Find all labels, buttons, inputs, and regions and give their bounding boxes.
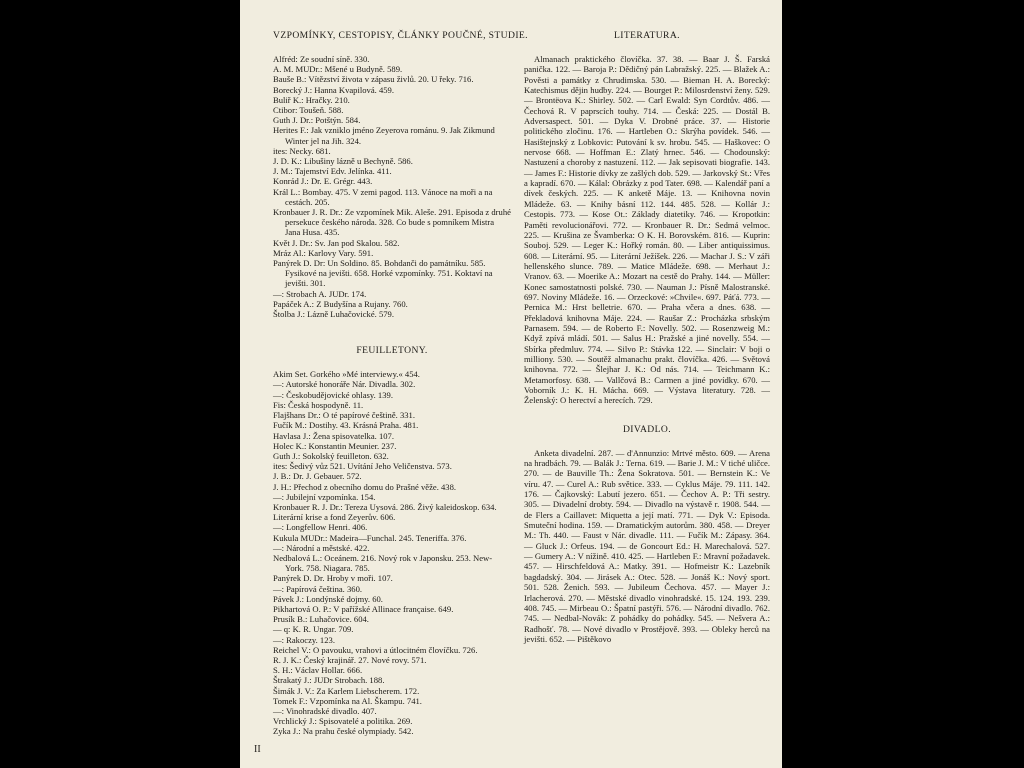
index-entry: Štrakatý J.: JUDr Strobach. 188. bbox=[273, 675, 385, 686]
index-entry: Panýrek D. Dr: Un Soldino. 85. Bohdanči do památníku. 585. Fysikové na jevišti. 658. Horké vzpomínky. 751. Koktaví na jevišti. 301. bbox=[273, 258, 493, 289]
index-entry: Akim Set. Gorkého »Mé interviewy.« 454. bbox=[273, 369, 420, 380]
index-entry: Borecký J.: Hanna Kvapilová. 459. bbox=[273, 84, 395, 95]
index-entry: Panýrek D. Dr. Hroby v moři. 107. bbox=[273, 573, 393, 584]
index-entry: Havlasa J.: Žena spisovatelka. 107. bbox=[273, 430, 394, 441]
index-entry: Reichel V.: O pavouku, vrahovi a útlocitném človíčku. 726. bbox=[273, 644, 478, 655]
index-entry: Ctibor: Toušeň. 588. bbox=[273, 105, 344, 116]
index-entry: —: Autorské honoráře Nár. Divadla. 302. bbox=[273, 379, 416, 390]
section-gap bbox=[524, 406, 770, 424]
index-entry: Kukula MUDr.: Madeira—Funchal. 245. Teneriffa. 376. bbox=[273, 532, 467, 543]
index-entry: Štolba J.: Lázně Luhačovické. 579. bbox=[273, 309, 394, 320]
left-column bbox=[273, 30, 528, 737]
index-entry: J. B.: Dr. J. Gebauer. 572. bbox=[273, 471, 362, 482]
index-entry: —: Rakoczy. 123. bbox=[273, 634, 335, 645]
index-entry: —: Longfellow Henri. 406. bbox=[273, 522, 368, 533]
index-entry: Pikhartová O. P.: V pařížské Allinace française. 649. bbox=[273, 603, 454, 614]
index-entry: ites: Necky. 681. bbox=[273, 145, 331, 156]
index-entry: —: Strobach A. JUDr. 174. bbox=[273, 288, 367, 299]
index-entry: — q: K. R. Ungar. 709. bbox=[273, 624, 354, 635]
index-page bbox=[240, 0, 782, 768]
page-number: II bbox=[254, 744, 261, 755]
section-heading-feuilletons: FEUILLETONY. bbox=[356, 345, 428, 357]
index-entry: —: Národní a městské. 422. bbox=[273, 542, 370, 553]
index-entry: Kronbauer R. J. Dr.: Tereza Uysová. 286. Živý kaleidoskop. 634. bbox=[273, 501, 497, 512]
index-entry: Alfréd: Ze soudní síně. 330. bbox=[273, 54, 370, 64]
index-entry: J. D. K.: Libušiny lázně u Bechyně. 586. bbox=[273, 156, 413, 167]
index-entry: Guth J. Dr.: Potštýn. 584. bbox=[273, 115, 361, 126]
index-entry: —: Papírová čeština. 360. bbox=[273, 583, 363, 594]
index-entry: —: Českobudějovické ohlasy. 139. bbox=[273, 389, 393, 400]
index-entry: Pávek J.: Londýnské dojmy. 60. bbox=[273, 593, 383, 604]
index-entry: —: Vinohradské divadlo. 407. bbox=[273, 705, 377, 716]
index-entry: Holec K.: Konstantin Meunier. 237. bbox=[273, 440, 397, 451]
index-entry: Guth J.: Sokolský feuilleton. 632. bbox=[273, 450, 389, 461]
index-entry: —: Jubilejní vzpomínka. 154. bbox=[273, 491, 376, 502]
index-entry: Nedbalová L.: Oceánem. 216. Nový rok v Japonsku. 253. New-York. 758. Niagara. 785. bbox=[273, 552, 493, 574]
index-entry: S. H.: Václav Hollar. 666. bbox=[273, 665, 363, 676]
index-entry: Fis: Česká hospodyně. 11. bbox=[273, 399, 364, 410]
index-entry: Bauše B.: Vítězství života v zápasu živlů. 20. U řeky. 716. bbox=[273, 74, 474, 85]
index-entry: Vrchlický J.: Spisovatelé a politika. 269. bbox=[273, 716, 413, 727]
index-entry: Papáček A.: Z Budyšína a Rujany. 760. bbox=[273, 298, 408, 309]
index-entry: Mráz Al.: Karlovy Vary. 591. bbox=[273, 247, 374, 258]
index-entry: Buliř K.: Hračky. 210. bbox=[273, 94, 350, 105]
section-gap bbox=[273, 319, 511, 345]
index-entry: R. J. K.: Český krajinář. 27. Nové rovy. 571. bbox=[273, 654, 427, 665]
index-entry: Literární krise a fond Zeyerův. 606. bbox=[273, 512, 396, 523]
index-entry: Šimák J. V.: Za Karlem Liebscherem. 172. bbox=[273, 685, 420, 696]
index-entry: Prusík B.: Luhačovice. 604. bbox=[273, 614, 369, 625]
memoirs-entry-list bbox=[273, 54, 511, 319]
index-entry: J. H.: Přechod z obecního domu do Prašné věže. 438. bbox=[273, 481, 457, 492]
index-entry: Kronbauer J. R. Dr.: Ze vzpomínek Mik. Aleše. 291. Episoda z druhé persekuce českého národa. 328. Co bude s pomníkem Mistra Jana Husa. 435. bbox=[273, 207, 511, 238]
index-entry: Král L.: Bombay. 475. V zemi pagod. 113. Vánoce na moři a na cestách. 205. bbox=[273, 186, 493, 207]
theatre-index-paragraph: Anketa divadelní. 287. — d'Annunzio: Mrtvé město. 609. — Arena na hradbách. 79. — Balák J.: Terna. 619. — Barie J. M.: V tiché uličce. 270. — de Bauville Th.: Žena Sokratova. 501. — Bernstein K.: Ve víru. 47. — Curel A.: Rub světice. 333. — Cyklus Máje. 79. 111. 142. 176. — Čajkovský: Labutí jezero. 651. — Čechov A. P.: Tři sestry. 305. — Divadelní drobty. 594. — Divadlo na výstavě r. 1908. 544. — de Flers a Caillavet: Miquetta a její matí. 771. — Dyk V.: Episoda. Smuteční hodina. 159. — Dramatickým autorům. 380. 458. — Dreyer M.: Th. 440. — Faust v Nár. divadle. 111. — Fučík M.: Zápasy. 364. — Gluck J.: Orfeus. 194. — de Goncourt Ed.: H. Marechalová. 527. — Gumery A.: V nížině. 410. 425. — Hartleben F.: Mravní požadavek. 457. — Hirschfeldová A.: Matky. 391. — Hofmeistr K.: Lazebník bagdadský. 304. — Jirásek A.: Otec. 528. — Jonáš K.: Nový sport. 501. 528. Ženich. 593. — Jubileum Čechova. 457. — Mayer J.: Irlacherová. 270. — Městské divadlo vinohradské. 15. 124. 193. 239. 408. 745. — Mirbeau O.: Špatní pastýři. 576. — Národní divadlo. 762. 745. — Nedbal-Novák: Z pohádky do pohádky. 545. — Nešvera A.: Radhošť. 78. — Nové divadlo v Prostějově. 393. — Obleky herců na jevišti. 652. — Pištěkovo bbox=[524, 447, 770, 644]
index-entry: Tomek F.: Vzpomínka na Al. Škampu. 741. bbox=[273, 695, 422, 706]
index-entry: Herites F.: Jak vzniklo jméno Zeyerova románu. 9. Jak Zikmund Winter jel na Jih. 324. bbox=[273, 125, 495, 146]
section-heading-memoirs: VZPOMÍNKY, CESTOPISY, ČLÁNKY POUČNÉ, STUDIE. bbox=[273, 30, 528, 41]
section-heading-literature: LITERATURA. bbox=[614, 30, 680, 41]
index-entry: Flajšhans Dr.: O té papírové češtině. 331. bbox=[273, 410, 416, 421]
right-column bbox=[524, 30, 770, 644]
index-entry: Konrád J.: Dr. E. Grégr. 443. bbox=[273, 176, 373, 187]
index-entry: Květ J. Dr.: Sv. Jan pod Skalou. 582. bbox=[273, 237, 400, 248]
index-entry: Zyka J.: Na prahu české olympiady. 542. bbox=[273, 726, 414, 737]
literature-index-paragraph: Almanach praktického človíčka. 37. 38. — Baar J. Š. Farská panička. 122. — Baroja P.: Dědičný pán Labražský. 225. — Blažek A.: Pověsti a památky z Chrudimska. 530. — Bieman H. A. Borecký: Katechismus dějin hudby. 224. — Bourget P.: Milosrdenství ženy. 529. — Brontëova K.: Shirley. 502. — Carl Ewald: Syn Cordtův. 486. — Čechová R. V paprscích touhy. 714. — Česká: 225. — Dostál B. Adversaspect. 501. — Dyka V. Drobné práce. 37. — Historie politického zločinu. 176. — Hartleben O.: Skrýha povídek. 546. — Hasištejnský z Lobkovic: Putování k sv. hrobu. 545. — Haškovec: O nervose 668. — Hoffman E.: Zlatý hrnec. 546. — Chodounský: Nastuzení a choroby z nastuzení. 112. — Jak sepisovati biografie. 143. — James F.: Historie dívky ze zašlých dob. 529. — Jarkovský St.: Vřes a kapradí. 670. — Kálal: Obrázky z pod Tater. 698. — Kalendář paní a dívek českých. 225. — K anketě Máje. 13. — Knihovna novin Mládeže. 63. — Knihy básní 112. 144. 485. 528. — Kollár J.: Cestopis. 773. — Kose Ot.: Základy diatetiky. 746. — Kropotkin: Paměti revolucionářovi. 772. — Kronbauer R. Dr.: Sedmá velmoc. 225. — Krušina ze Švamberka: O K. H. Borovském. 816. — Kuprin: Souboj. 529. — Leger K.: Hořký román. 80. — Liber antiquissimus. 608. — Literární. 95. — Literární Ježíšek. 226. — Machar J. S.: V záři hellenského slunce. 789. — Matice Mládeže. 698. — Merhaut J.: Vranov. 63. — Moerike A.: Mozart na cestě do Prahy. 144. — Müller: Konec samostatnosti polské. 730. — Nauman J.: Písně Malostranské. 697. Noviny Mládeže. 16. — Orzeckové: »Chvile«. 697. Páťá. 773. — Pernica M.: Hrst belletrie. 670. — Praha včera a dnes. 638. — Překladová knihovna Máje. 224. — Raušar Z.: Procházka srbským Parnasem. 594. — de Roberto F.: Novelly. 502. — Rosenzweig M.: Když zpívá mládí. 501. — Salus H.: Pražské a jiné novelly. 554. — Sbírka předmluv. 774. — Silvo P.: Stávka 122. — Sinclair: V boji o milliony. 530. — Soutěž almanachu prakt. človíčka. 426. — Světová knihovna. 772. — Šlejhar J. K.: Od nás. 714. — Teichmann K.: Metamorfosy. 638. — Vallčová B.: Carmen a jiné povídky. 670. — Voborník J.: K. H. Mácha. 669. — Výstava literatury. 728. — Želenský: O herectví a herecích. 729. bbox=[524, 54, 770, 406]
index-entry: Fučík M.: Dostihy. 43. Krásná Praha. 481. bbox=[273, 420, 419, 431]
section-heading-theatre: DIVADLO. bbox=[622, 423, 672, 435]
index-entry: A. M. MUDr.: Mšené u Budyně. 589. bbox=[273, 64, 403, 75]
index-entry: J. M.: Tajemství Edv. Jelínka. 411. bbox=[273, 166, 392, 177]
feuilletons-entry-list bbox=[273, 369, 511, 736]
index-entry: ites: Šedivý vůz 521. Uvítání Jeho Veličenstva. 573. bbox=[273, 461, 452, 472]
